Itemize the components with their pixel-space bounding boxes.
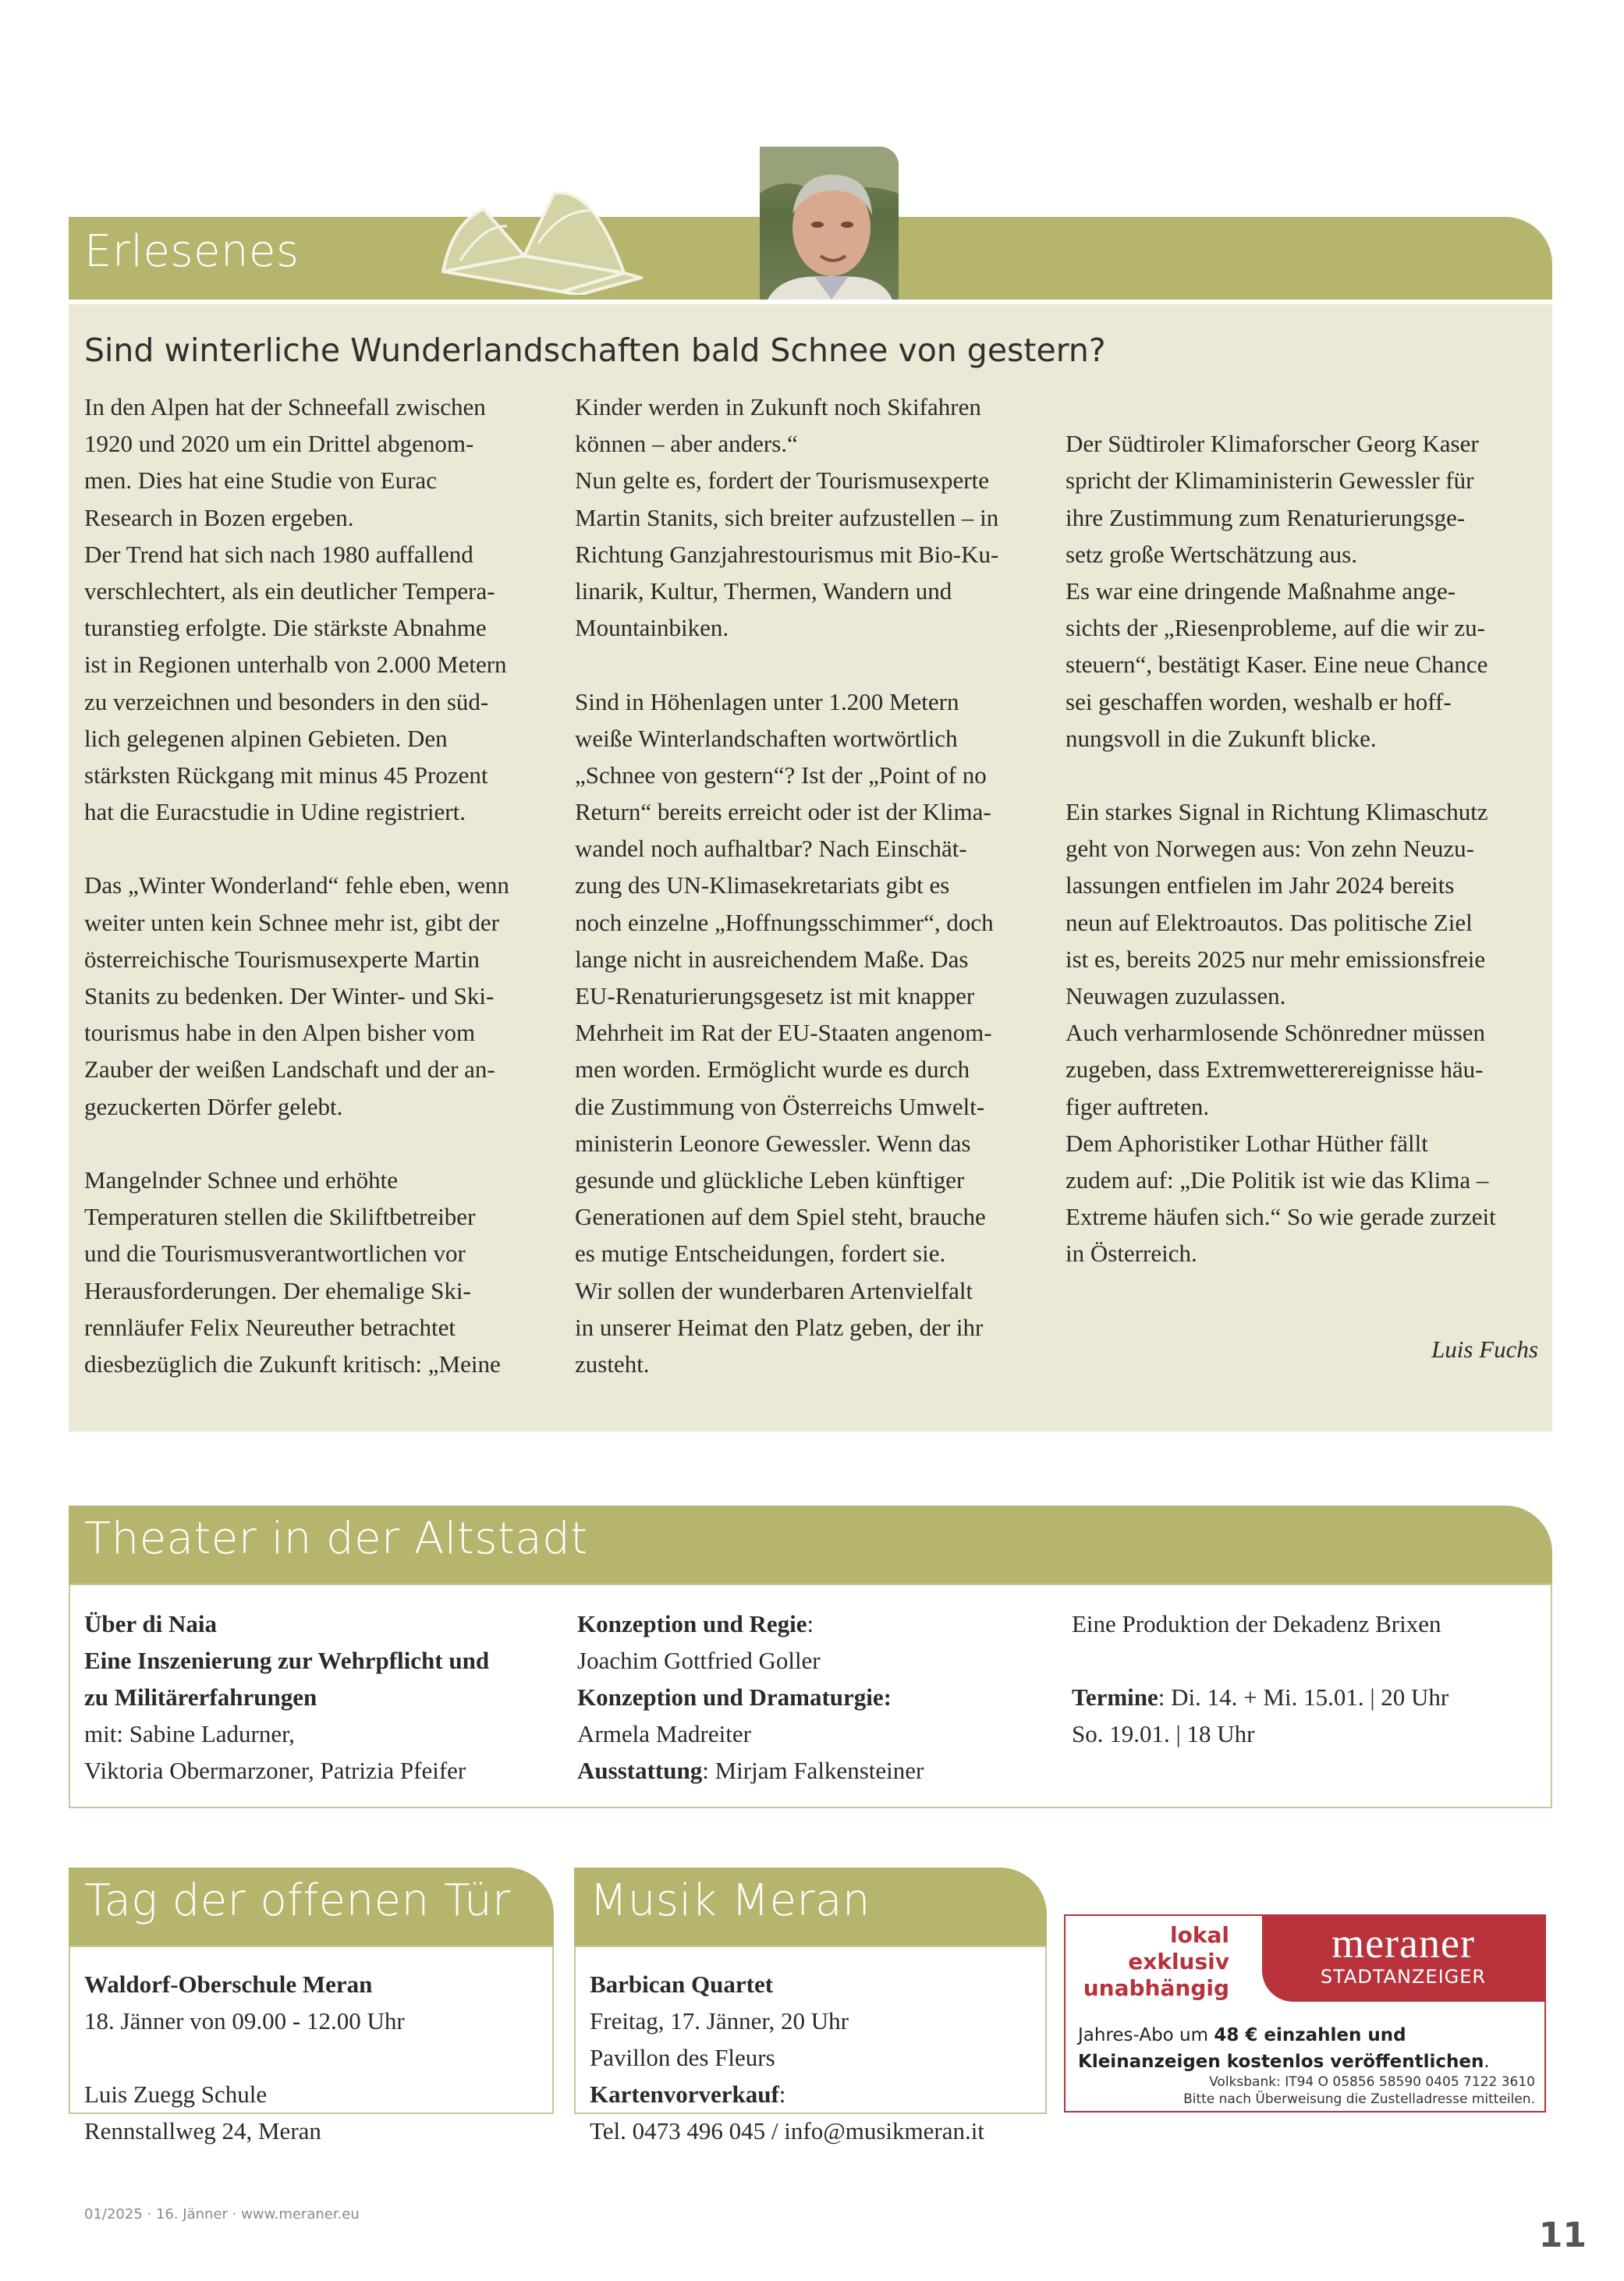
open-day-date: 18. Jänner von 09.00 - 12.00 Uhr	[84, 2007, 405, 2034]
article-line: „Schnee von gestern“? Ist der „Point of no	[575, 761, 987, 789]
article-line: turanstieg erfolgte. Die stärkste Abnahme	[84, 614, 487, 642]
musik-content	[590, 1966, 984, 2149]
termine-label: Termine	[1072, 1683, 1158, 1711]
article-line: Es war eine dringende Maßnahme ange-	[1066, 576, 1456, 605]
regie-name: Joachim Gottfried Goller	[577, 1647, 821, 1674]
regie-label: Konzeption und Regie	[577, 1610, 807, 1637]
ausstattung-label: Ausstattung	[577, 1757, 703, 1784]
footer-issue: 01/2025 · 16. Jänner · www.meraner.eu	[84, 2206, 360, 2222]
termine-value: : Di. 14. + Mi. 15.01. | 20 Uhr	[1158, 1683, 1449, 1711]
tag-offen-content	[84, 1966, 405, 2149]
article-line: gezuckerten Dörfer gelebt.	[84, 1092, 343, 1120]
article-line: sei geschaffen worden, weshalb er hoff-	[1066, 687, 1452, 715]
ensemble-name: Barbican Quartet	[590, 1971, 774, 1998]
ad-tag-exklusiv: exklusiv	[1128, 1949, 1229, 1974]
ad-logo-sub: STADTANZEIGER	[1320, 1966, 1487, 1988]
school-name: Waldorf-Oberschule Meran	[84, 1971, 373, 1998]
article-line: In den Alpen hat der Schneefall zwischen	[84, 393, 486, 420]
article-line: Das „Winter Wonderland“ fehle eben, wenn	[84, 871, 509, 899]
article-line	[575, 646, 998, 683]
article-line: zudem auf: „Die Politik ist wie das Klima –	[1066, 1165, 1489, 1194]
article-line: Research in Bozen ergeben.	[84, 503, 354, 531]
article-line: ihre Zustimmung zum Renaturierungsge-	[1066, 503, 1466, 531]
article-line: in Österreich.	[1066, 1240, 1197, 1268]
article-line: steuern“, bestätigt Kaser. Eine neue Chance	[1066, 651, 1488, 679]
vorverkauf-colon: :	[778, 2081, 786, 2108]
ad-tag-unabhaengig: unabhängig	[1083, 1975, 1229, 2001]
article-line: hat die Euracstudie in Udine registriert.	[84, 798, 466, 826]
article-line: men. Dies hat eine Studie von Eurac	[84, 466, 437, 495]
article-line: spricht der Klimaministerin Gewessler für	[1066, 466, 1474, 495]
play-title: Über di Naia	[84, 1610, 217, 1637]
article-line: lange nicht in ausreichendem Maße. Das	[575, 945, 969, 973]
article-line: Der Südtiroler Klimaforscher Georg Kaser	[1066, 430, 1479, 458]
ad-logo	[1262, 1916, 1544, 2002]
dramaturgie-label: Konzeption und Dramaturgie:	[577, 1683, 892, 1711]
page-number: 11	[1538, 2215, 1587, 2255]
regie-colon: :	[807, 1610, 814, 1637]
article-line: zu verzeichnen und besonders in den süd-	[84, 687, 489, 715]
article-line: Sind in Höhenlagen unter 1.200 Metern	[575, 687, 959, 715]
article-line: sichts der „Riesenprobleme, auf die wir zu-	[1066, 614, 1486, 642]
article-line: Mehrheit im Rat der EU-Staaten angenom-	[575, 1019, 992, 1047]
article-line: stärksten Rückgang mit minus 45 Prozent	[84, 761, 488, 789]
concert-venue: Pavillon des Fleurs	[590, 2044, 775, 2071]
vorverkauf-label: Kartenvorverkauf	[590, 2081, 779, 2108]
cast-line-1: mit: Sabine Ladurner,	[84, 1720, 295, 1747]
article-line	[1066, 757, 1496, 793]
article-line: Return“ bereits erreicht oder ist der Klima-	[575, 798, 991, 826]
theater-column-3	[1072, 1605, 1448, 1752]
theater-title: Theater in der Altstadt	[84, 1513, 588, 1564]
theater-column-1	[84, 1605, 489, 1789]
ad-offer	[1078, 2022, 1490, 2075]
article-line: Stanits zu bedenken. Der Winter- und Ski-	[84, 982, 495, 1009]
article-line: diesbezüglich die Zukunft kritisch: „Meine	[84, 1350, 501, 1378]
article-line: ist es, bereits 2025 nur mehr emissionsfreie	[1066, 945, 1486, 973]
musik-title: Musik Meran	[590, 1875, 871, 1926]
article-line: wandel noch aufhaltbar? Nach Einschät-	[575, 835, 967, 863]
school-address: Rennstallweg 24, Meran	[84, 2117, 321, 2144]
article-line: zugeben, dass Extremwetterereignisse häu-	[1066, 1055, 1484, 1084]
article-line: nungsvoll in die Zukunft blicke.	[1066, 724, 1377, 752]
article-line: Wir sollen der wunderbaren Artenvielfalt	[575, 1276, 973, 1304]
article-line: tourismus habe in den Alpen bisher vom	[84, 1019, 476, 1047]
article-line: zusteht.	[575, 1350, 650, 1378]
article-line: Auch verharmlosende Schönredner müssen	[1066, 1019, 1486, 1047]
concert-date: Freitag, 17. Jänner, 20 Uhr	[590, 2007, 849, 2034]
ad-offer-line-2: Kleinanzeigen kostenlos veröffentlichen	[1078, 2052, 1484, 2072]
article-column-1	[84, 388, 509, 1382]
tag-offen-title: Tag der offenen Tür	[84, 1875, 511, 1926]
article-line: verschlechtert, als ein deutlicher Tempera-	[84, 576, 495, 605]
article-line: weiter unten kein Schnee mehr ist, gibt der	[84, 908, 500, 936]
ausstattung-value: : Mirjam Falkensteiner	[702, 1757, 924, 1784]
article-line: lassungen entfielen im Jahr 2024 bereits	[1066, 871, 1455, 899]
school-name-2: Luis Zuegg Schule	[84, 2081, 268, 2108]
article-line: linarik, Kultur, Thermen, Wandern und	[575, 576, 952, 605]
play-subtitle-2: zu Militärerfahrungen	[84, 1683, 317, 1711]
ad-tagline	[1066, 1922, 1229, 2002]
article-line: Nun gelte es, fordert der Tourismusexperte	[575, 466, 989, 495]
ad-offer-price: 48 € einzahlen und	[1214, 2025, 1406, 2045]
article-line	[84, 830, 509, 867]
ad-bank	[1183, 2073, 1535, 2108]
article-line: Zauber der weißen Landschaft und der an-	[84, 1055, 495, 1084]
article-line: die Zustimmung von Österreichs Umwelt-	[575, 1092, 985, 1120]
article-line: und die Tourismusverantwortlichen vor	[84, 1240, 466, 1268]
article-line: Mountainbiken.	[575, 614, 729, 642]
author-photo	[760, 147, 899, 300]
article-line: neun auf Elektroautos. Das politische Ziel	[1066, 908, 1473, 936]
article-line: EU-Renaturierungsgesetz ist mit knapper	[575, 982, 975, 1009]
ad-tag-lokal: lokal	[1170, 1922, 1229, 1948]
article-line: ministerin Leonore Gewessler. Wenn das	[575, 1129, 971, 1157]
article-line: Mangelnder Schnee und erhöhte	[84, 1165, 399, 1194]
article-line: zung des UN-Klimasekretariats gibt es	[575, 871, 950, 899]
erlesenes-headline: Sind winterliche Wunderlandschaften bald Schnee von gestern?	[84, 332, 1106, 369]
article-line: men worden. Ermöglicht wurde es durch	[575, 1055, 970, 1084]
article-line: es mutige Entscheidungen, fordert sie.	[575, 1240, 946, 1268]
article-line: Generationen auf dem Spiel steht, brauche	[575, 1203, 986, 1231]
article-line: Kinder werden in Zukunft noch Skifahren	[575, 393, 981, 420]
dramaturgie-name: Armela Madreiter	[577, 1720, 751, 1747]
contact-line: Tel. 0473 496 045 / info@musikmeran.it	[590, 2117, 984, 2144]
article-line: Der Trend hat sich nach 1980 auffallend	[84, 540, 473, 568]
article-line: setz große Wertschätzung aus.	[1066, 540, 1357, 568]
article-line: gesunde und glückliche Leben künftiger	[575, 1165, 965, 1194]
ad-offer-dot: .	[1484, 2052, 1490, 2072]
termine-line-2: So. 19.01. | 18 Uhr	[1072, 1720, 1255, 1747]
article-line: lich gelegenen alpinen Gebieten. Den	[84, 724, 448, 752]
ad-offer-text: Jahres-Abo um	[1078, 2025, 1214, 2045]
article-line: Dem Aphoristiker Lothar Hüther fällt	[1066, 1129, 1428, 1157]
production-note: Eine Produktion der Dekadenz Brixen	[1072, 1610, 1441, 1637]
article-line: Ein starkes Signal in Richtung Klimaschutz	[1066, 798, 1488, 826]
article-line: können – aber anders.“	[575, 430, 798, 458]
ad-logo-main: meraner	[1331, 1920, 1475, 1967]
article-line: rennläufer Felix Neureuther betrachtet	[84, 1313, 456, 1341]
article-line: figer auftreten.	[1066, 1092, 1210, 1120]
article-line: ist in Regionen unterhalb von 2.000 Metern	[84, 651, 507, 679]
theater-column-2	[577, 1605, 924, 1789]
cast-line-2: Viktoria Obermarzoner, Patrizia Pfeifer	[84, 1757, 466, 1784]
article-line: weiße Winterlandschaften wortwörtlich	[575, 724, 958, 752]
article-line: Temperaturen stellen die Skiliftbetreiber	[84, 1203, 476, 1231]
play-subtitle-1: Eine Inszenierung zur Wehrpflicht und	[84, 1647, 490, 1674]
article-line: geht von Norwegen aus: Von zehn Neuzu-	[1066, 835, 1475, 863]
article-line	[84, 1125, 509, 1162]
article-line: Martin Stanits, sich breiter aufzustellen – in	[575, 503, 999, 531]
book-icon	[437, 178, 647, 295]
article-line: Richtung Ganzjahrestourismus mit Bio-Ku-	[575, 540, 999, 568]
article-line: Neuwagen zuzulassen.	[1066, 982, 1286, 1009]
article-author: Luis Fuchs	[1431, 1336, 1538, 1363]
article-line	[1066, 388, 1496, 425]
article-line: Herausforderungen. Der ehemalige Ski-	[84, 1276, 471, 1304]
article-line: 1920 und 2020 um ein Drittel abgenom-	[84, 430, 474, 458]
article-column-3	[1066, 388, 1496, 1272]
article-line: Extreme häufen sich.“ So wie gerade zurzeit	[1066, 1203, 1496, 1231]
article-line: österreichische Tourismusexperte Martin	[84, 945, 480, 973]
subscription-ad	[1064, 1914, 1546, 2112]
article-column-2	[575, 388, 998, 1382]
ad-bank-details: Volksbank: IT94 O 05856 58590 0405 7122 3610	[1209, 2074, 1535, 2090]
erlesenes-title: Erlesenes	[84, 226, 300, 277]
article-line: noch einzelne „Hoffnungsschimmer“, doch	[575, 908, 994, 936]
article-line: in unserer Heimat den Platz geben, der ihr	[575, 1313, 984, 1341]
ad-bank-note: Bitte nach Überweisung die Zustelladresse mitteilen.	[1183, 2091, 1535, 2107]
